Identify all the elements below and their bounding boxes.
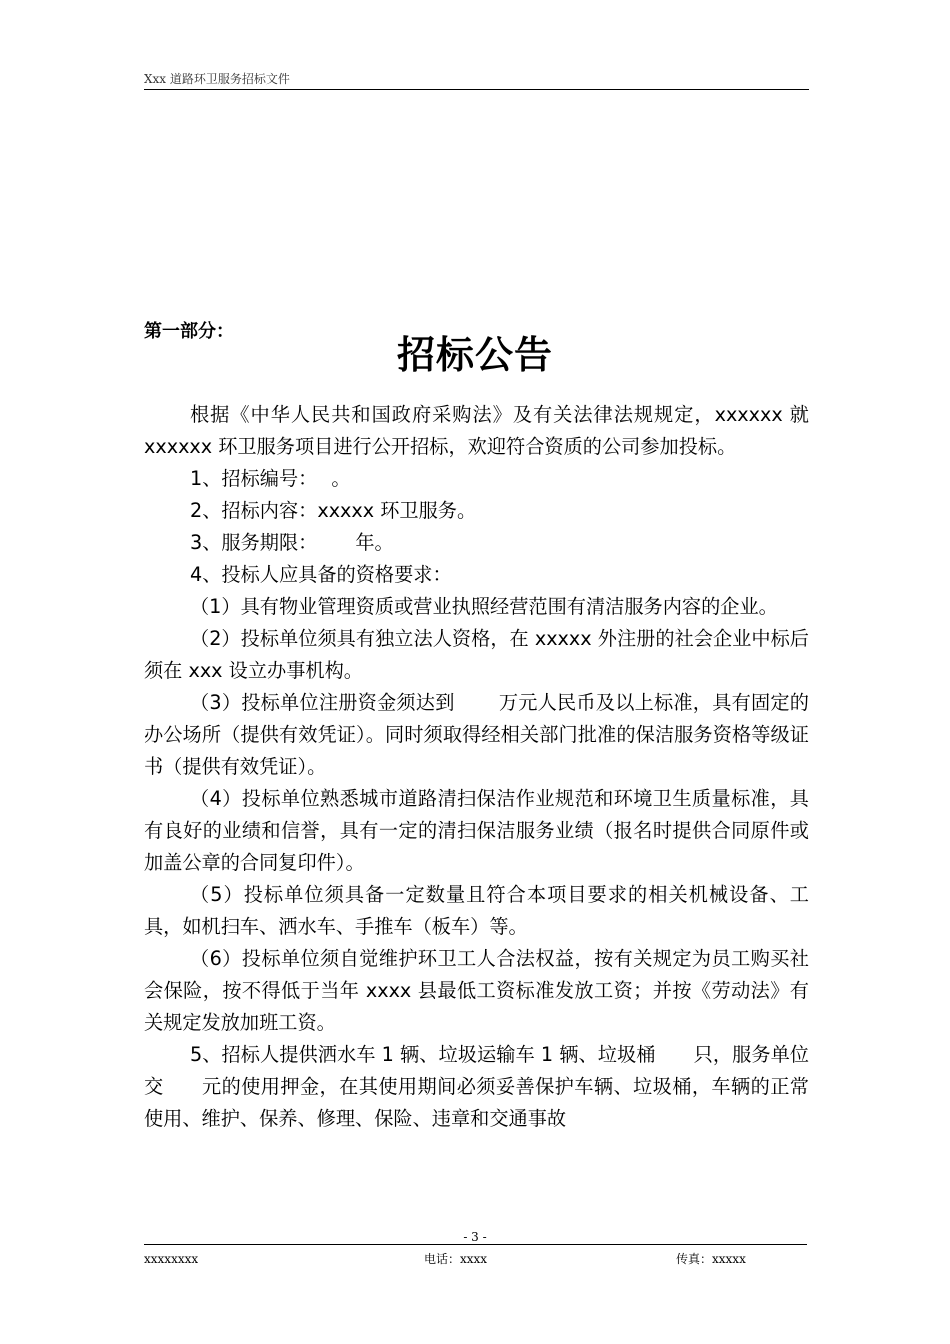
item-equipment xyxy=(144,1039,809,1135)
footer-phone: 电话：xxxx xyxy=(424,1252,488,1266)
requirement-2: （2）投标单位须具有独立法人资格，在 xxxxx 外注册的社会企业中标后须在 xxx 设立办事机构。 xyxy=(144,627,809,682)
requirement-3-part-b: 万元人民币及以上标准，具有固定的办公场所（提供有效凭证）。同时须取得经相关部门批准的保洁服务资格等级证书（提供有效凭证）。 xyxy=(144,691,809,778)
requirement-3 xyxy=(144,687,809,783)
footer-divider xyxy=(144,1244,807,1245)
footer-fax: 传真：xxxxx xyxy=(676,1252,746,1266)
part-label: 第一部分： xyxy=(144,321,234,342)
requirement-5: （5）投标单位须具备一定数量且符合本项目要求的相关机械设备、工具，如机扫车、洒水车、手推车（板车）等。 xyxy=(144,883,809,938)
item-equipment-part-a: 5、招标人提供洒水车 1 辆、垃圾运输车 1 辆、垃圾桶 xyxy=(190,1043,656,1066)
requirement-3-part-a: （3）投标单位注册资金须达到 xyxy=(190,691,455,714)
item-qualification: 4、投标人应具备的资格要求： xyxy=(190,563,452,586)
item-bid-content: 2、招标内容：xxxxx 环卫服务。 xyxy=(190,499,477,522)
page-title: 招标公告 xyxy=(396,333,553,377)
page-header xyxy=(144,70,809,90)
item-service-period xyxy=(144,527,809,559)
intro-paragraph: 根据《中华人民共和国政府采购法》及有关法律法规规定，xxxxxx 就 xxxxxx 环卫服务项目进行公开招标，欢迎符合资质的公司参加投标。 xyxy=(144,403,809,458)
page-number: - 3 - xyxy=(463,1230,487,1244)
item-equipment-part-c: 元的使用押金，在其使用期间必须妥善保护车辆、垃圾桶，车辆的正常使用、维护、保养、修理、保险、违章和交通事故 xyxy=(144,1075,809,1130)
item-bid-number-label: 1、招标编号： xyxy=(190,467,318,490)
item-service-period-unit: 年。 xyxy=(355,531,394,554)
item-bid-number xyxy=(144,463,809,495)
requirement-1: （1）具有物业管理资质或营业执照经营范围有清洁服务内容的企业。 xyxy=(190,595,778,618)
requirement-4: （4）投标单位熟悉城市道路清扫保洁作业规范和环境卫生质量标准，具有良好的业绩和信誉，具有一定的清扫保洁服务业绩（报名时提供合同原件或加盖公章的合同复印件）。 xyxy=(144,787,809,874)
item-service-period-label: 3、服务期限： xyxy=(190,531,318,554)
item-equipment-part-b: 只，服务单位交 xyxy=(144,1043,809,1098)
requirement-6: （6）投标单位须自觉维护环卫工人合法权益，按有关规定为员工购买社会保险，按不得低于当年 xxxx 县最低工资标准发放工资；并按《劳动法》有关规定发放加班工资。 xyxy=(144,947,809,1034)
header-title: Xxx 道路环卫服务招标文件 xyxy=(144,72,290,86)
item-bid-number-end: 。 xyxy=(331,467,351,490)
footer-left: xxxxxxxx xyxy=(144,1252,199,1266)
document-body xyxy=(144,399,809,1135)
